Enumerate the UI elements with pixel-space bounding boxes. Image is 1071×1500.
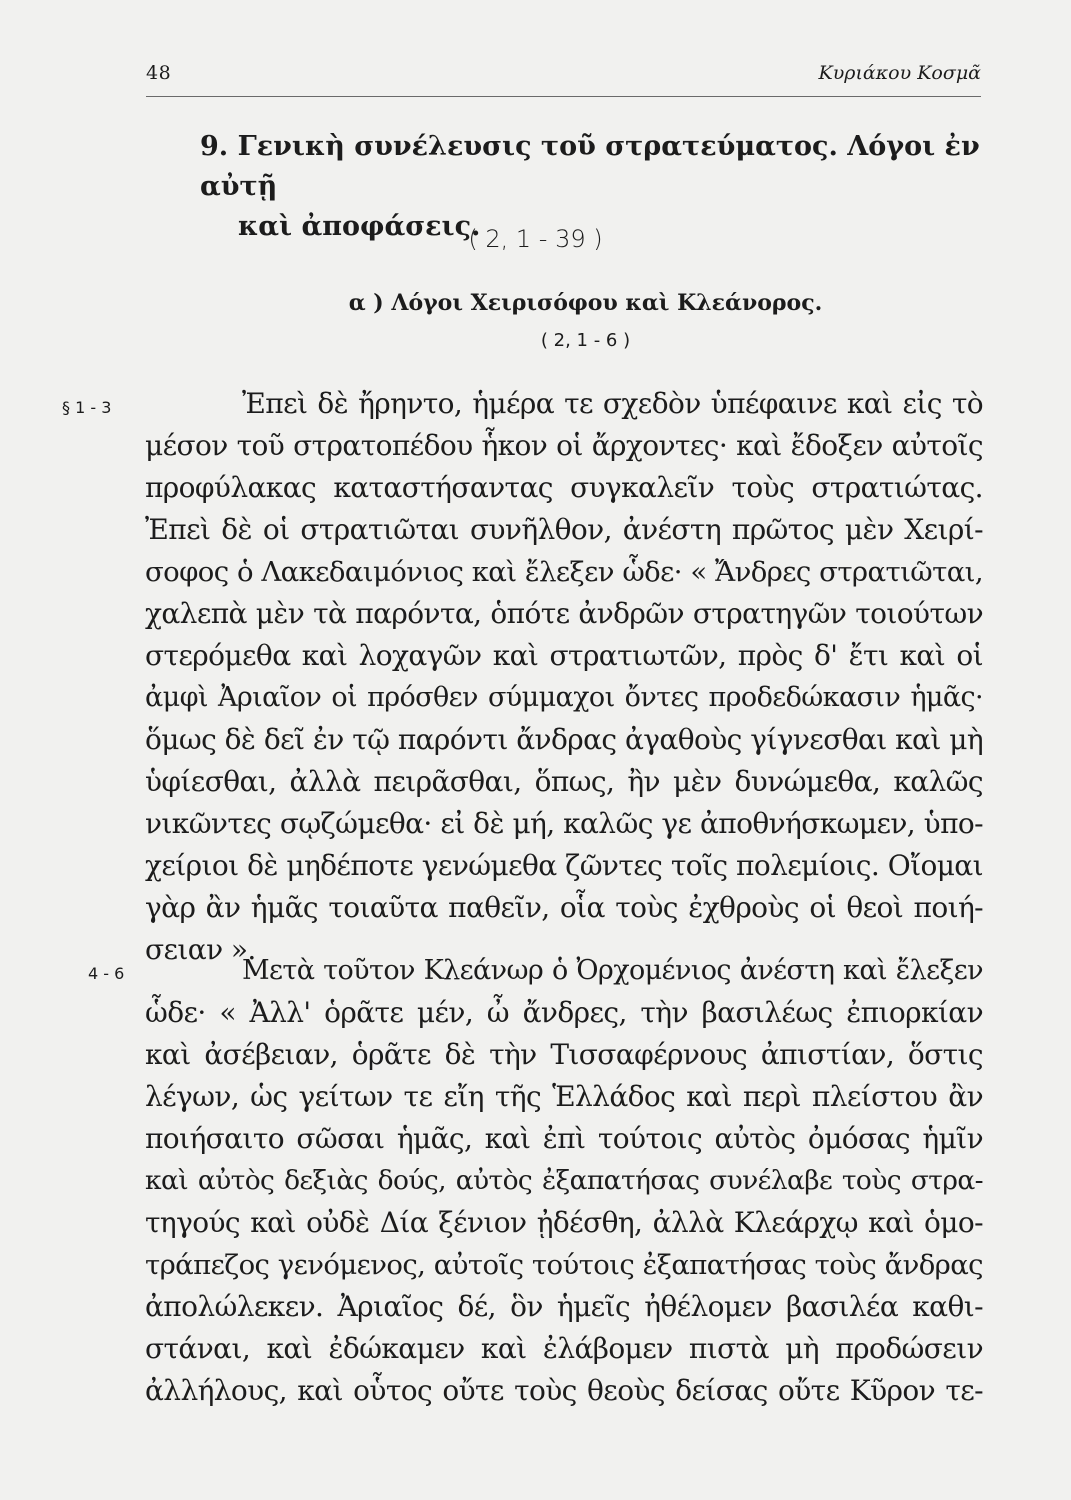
text-line: τηγούς καὶ οὐδὲ Δία ξένιον ᾐδέσθη, ἀλλὰ Κλεάρχῳ καὶ ὁμο- (145, 1206, 983, 1239)
text-line: ποιήσαιτο σῶσαι ἡμᾶς, καὶ ἐπὶ τούτοις αὐτὸς ὀμόσας ἡμῖν (145, 1122, 983, 1155)
text-line: ἀπολώλεκεν. Ἀριαῖος δέ, ὃν ἡμεῖς ἠθέλομεν βασιλέα καθι- (145, 1290, 983, 1323)
text-line: Μετὰ τοῦτον Κλεάνωρ ὁ Ὀρχομένιος ἀνέστη καὶ ἔλεξεν (242, 955, 983, 986)
text-line: μέσον τοῦ στρατοπέδου ἧκον οἱ ἄρχοντες· καὶ ἔδοξεν αὐτοῖς (145, 429, 983, 462)
text-line: καὶ ἀσέβειαν, ὁρᾶτε δὲ τὴν Τισσαφέρνους ἀπιστίαν, ὅστις (145, 1038, 983, 1071)
running-header: Κυριάκου Κοσμᾶ (818, 62, 981, 84)
page-number: 48 (146, 62, 172, 84)
text-line: καὶ αὐτὸς δεξιὰς δούς, αὐτὸς ἐξαπατήσας συνέλαβε τοὺς στρα- (145, 1165, 983, 1196)
margin-ref-2: 4 - 6 (88, 964, 125, 983)
paragraph-1 (145, 383, 983, 971)
text-line: ὧδε· « Ἀλλ' ὁρᾶτε μέν, ὦ ἄνδρες, τὴν βασιλέως ἐπιορκίαν (145, 996, 983, 1029)
section-title-line-1: 9. Γενικὴ συνέλευσις τοῦ στρατεύματος. Λόγοι ἐν αὐτῇ (200, 131, 980, 202)
text-line: τράπεζος γενόμενος, αὐτοῖς τούτοις ἐξαπατήσας τοὺς ἄνδρας (145, 1249, 983, 1281)
header-rule (146, 96, 981, 97)
section-title-line-2: καὶ ἀποφάσεις. (238, 211, 481, 242)
text-line: ἀμφὶ Ἀριαῖον οἱ πρόσθεν σύμμαχοι ὄντες προδεδώκασιν ἡμᾶς· (145, 682, 983, 713)
text-line: ὅμως δὲ δεῖ ἐν τῷ παρόντι ἄνδρας ἀγαθοὺς γίγνεσθαι καὶ μὴ (145, 723, 983, 756)
margin-ref-1: § 1 - 3 (62, 398, 112, 417)
text-line: ὑφίεσθαι, ἀλλὰ πειρᾶσθαι, ὅπως, ἢν μὲν δυνώμεθα, καλῶς (145, 765, 983, 798)
paragraph-2 (145, 950, 983, 1412)
text-line: γὰρ ἂν ἡμᾶς τοιαῦτα παθεῖν, οἷα τοὺς ἐχθροὺς οἱ θεοὶ ποιή- (145, 891, 983, 924)
subsection-reference: ( 2, 1 - 6 ) (540, 330, 631, 351)
text-line: σοφος ὁ Λακεδαιμόνιος καὶ ἔλεξεν ὧδε· « Ἄνδρες στρατιῶται, (145, 556, 983, 588)
text-line: Ἐπεὶ δὲ οἱ στρατιῶται συνῆλθον, ἀνέστη πρῶτος μὲν Χειρί- (145, 513, 983, 546)
text-line: λέγων, ὡς γείτων τε εἴη τῆς Ἑλλάδος καὶ περὶ πλείστου ἂν (145, 1080, 983, 1113)
section-reference: ( 2, 1 - 39 ) (468, 225, 603, 253)
text-line: σειαν ». (145, 933, 256, 966)
text-line: Ἐπεὶ δὲ ἤρηντο, ἡμέρα τε σχεδὸν ὑπέφαινε καὶ εἰς τὸ (242, 387, 983, 420)
text-line: νικῶντες σῳζώμεθα· εἰ δὲ μή, καλῶς γε ἀποθνήσκωμεν, ὑπο- (145, 807, 983, 840)
text-line: ἀλλήλους, καὶ οὗτος οὔτε τοὺς θεοὺς δείσας οὔτε Κῦρον τε- (145, 1374, 983, 1407)
subsection-title: α ) Λόγοι Χειρισόφου καὶ Κλεάνορος. (348, 290, 823, 316)
text-line: στάναι, καὶ ἐδώκαμεν καὶ ἐλάβομεν πιστὰ μὴ προδώσειν (145, 1332, 983, 1365)
text-line: χαλεπὰ μὲν τὰ παρόντα, ὁπότε ἀνδρῶν στρατηγῶν τοιούτων (145, 597, 983, 630)
text-line: στερόμεθα καὶ λοχαγῶν καὶ στρατιωτῶν, πρὸς δ' ἔτι καὶ οἱ (145, 639, 983, 672)
text-line: χείριοι δὲ μηδέποτε γενώμεθα ζῶντες τοῖς πολεμίοις. Οἴομαι (145, 849, 983, 882)
text-line: προφύλακας καταστήσαντας συγκαλεῖν τοὺς στρατιώτας. (145, 471, 983, 504)
